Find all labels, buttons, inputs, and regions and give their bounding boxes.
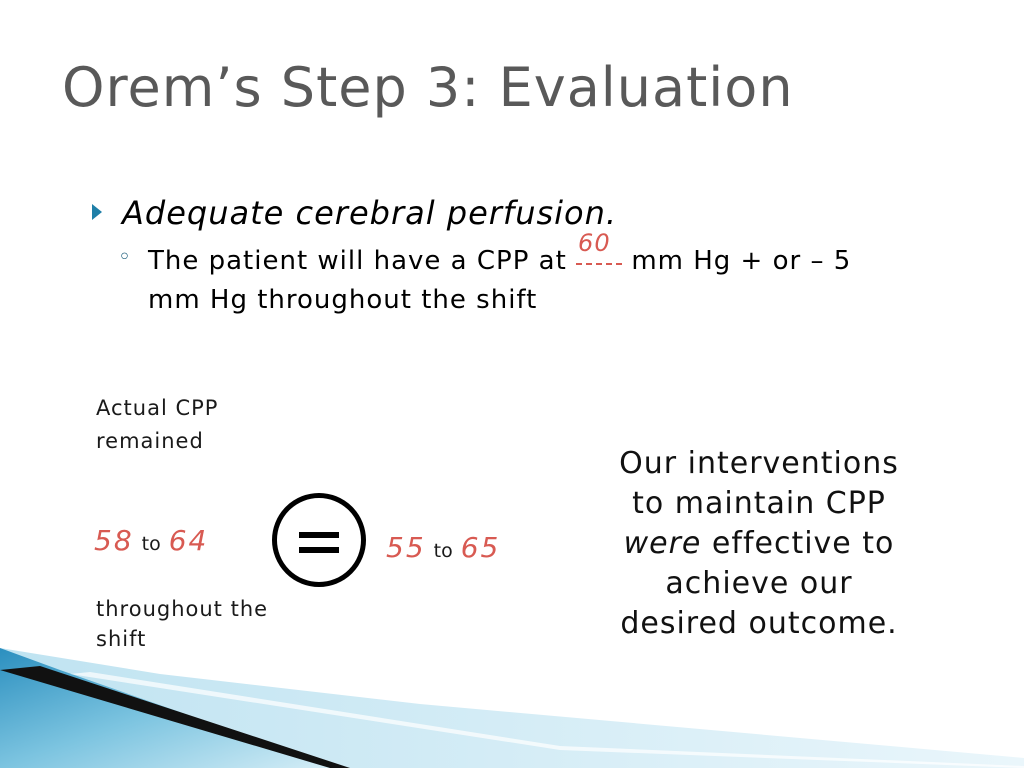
bullet-level2-text-after: mm Hg + or – 5 xyxy=(631,246,852,276)
actual-cpp-label-line2: remained xyxy=(96,429,204,453)
target-range-high: 65 xyxy=(460,531,501,564)
conclusion-line2: to maintain CPP xyxy=(632,486,886,521)
target-cpp-range xyxy=(386,531,500,564)
conclusion-emphasis: were xyxy=(623,526,702,561)
target-range-low: 55 xyxy=(386,531,426,564)
circle-bullet-icon: ◦ xyxy=(118,245,131,270)
triangle-right-icon xyxy=(90,202,104,222)
target-range-connector: to xyxy=(433,540,453,562)
equals-in-circle-icon xyxy=(272,493,366,587)
conclusion-line5: desired outcome. xyxy=(620,606,898,641)
bullet-level2-text-before: The patient will have a CPP at xyxy=(148,246,567,276)
actual-range-high: 64 xyxy=(168,524,209,557)
throughout-label-line1: throughout the xyxy=(96,597,269,621)
decorative-wave-graphic xyxy=(0,640,1024,768)
throughout-label-line2: shift xyxy=(96,627,147,651)
conclusion-text xyxy=(596,444,922,644)
bullet-level2-line1 xyxy=(148,229,852,276)
cpp-blank xyxy=(576,229,622,269)
actual-cpp-label-line1: Actual CPP xyxy=(96,396,219,420)
conclusion-line3-rest: effective to xyxy=(711,526,895,561)
slide-title: Orem’s Step 3: Evaluation xyxy=(62,56,794,119)
actual-cpp-range xyxy=(94,524,208,557)
actual-range-low: 58 xyxy=(94,524,134,557)
bullet-level2-line2: mm Hg throughout the shift xyxy=(148,285,538,315)
conclusion-line4: achieve our xyxy=(665,566,853,601)
bullet-level1-text: Adequate cerebral perfusion. xyxy=(122,194,618,232)
blank-underline xyxy=(576,263,622,265)
conclusion-line3 xyxy=(596,524,922,564)
conclusion-line1: Our interventions xyxy=(619,446,899,481)
handwritten-cpp-value: 60 xyxy=(578,229,611,257)
actual-range-connector: to xyxy=(141,533,161,555)
actual-cpp-label xyxy=(96,392,218,458)
